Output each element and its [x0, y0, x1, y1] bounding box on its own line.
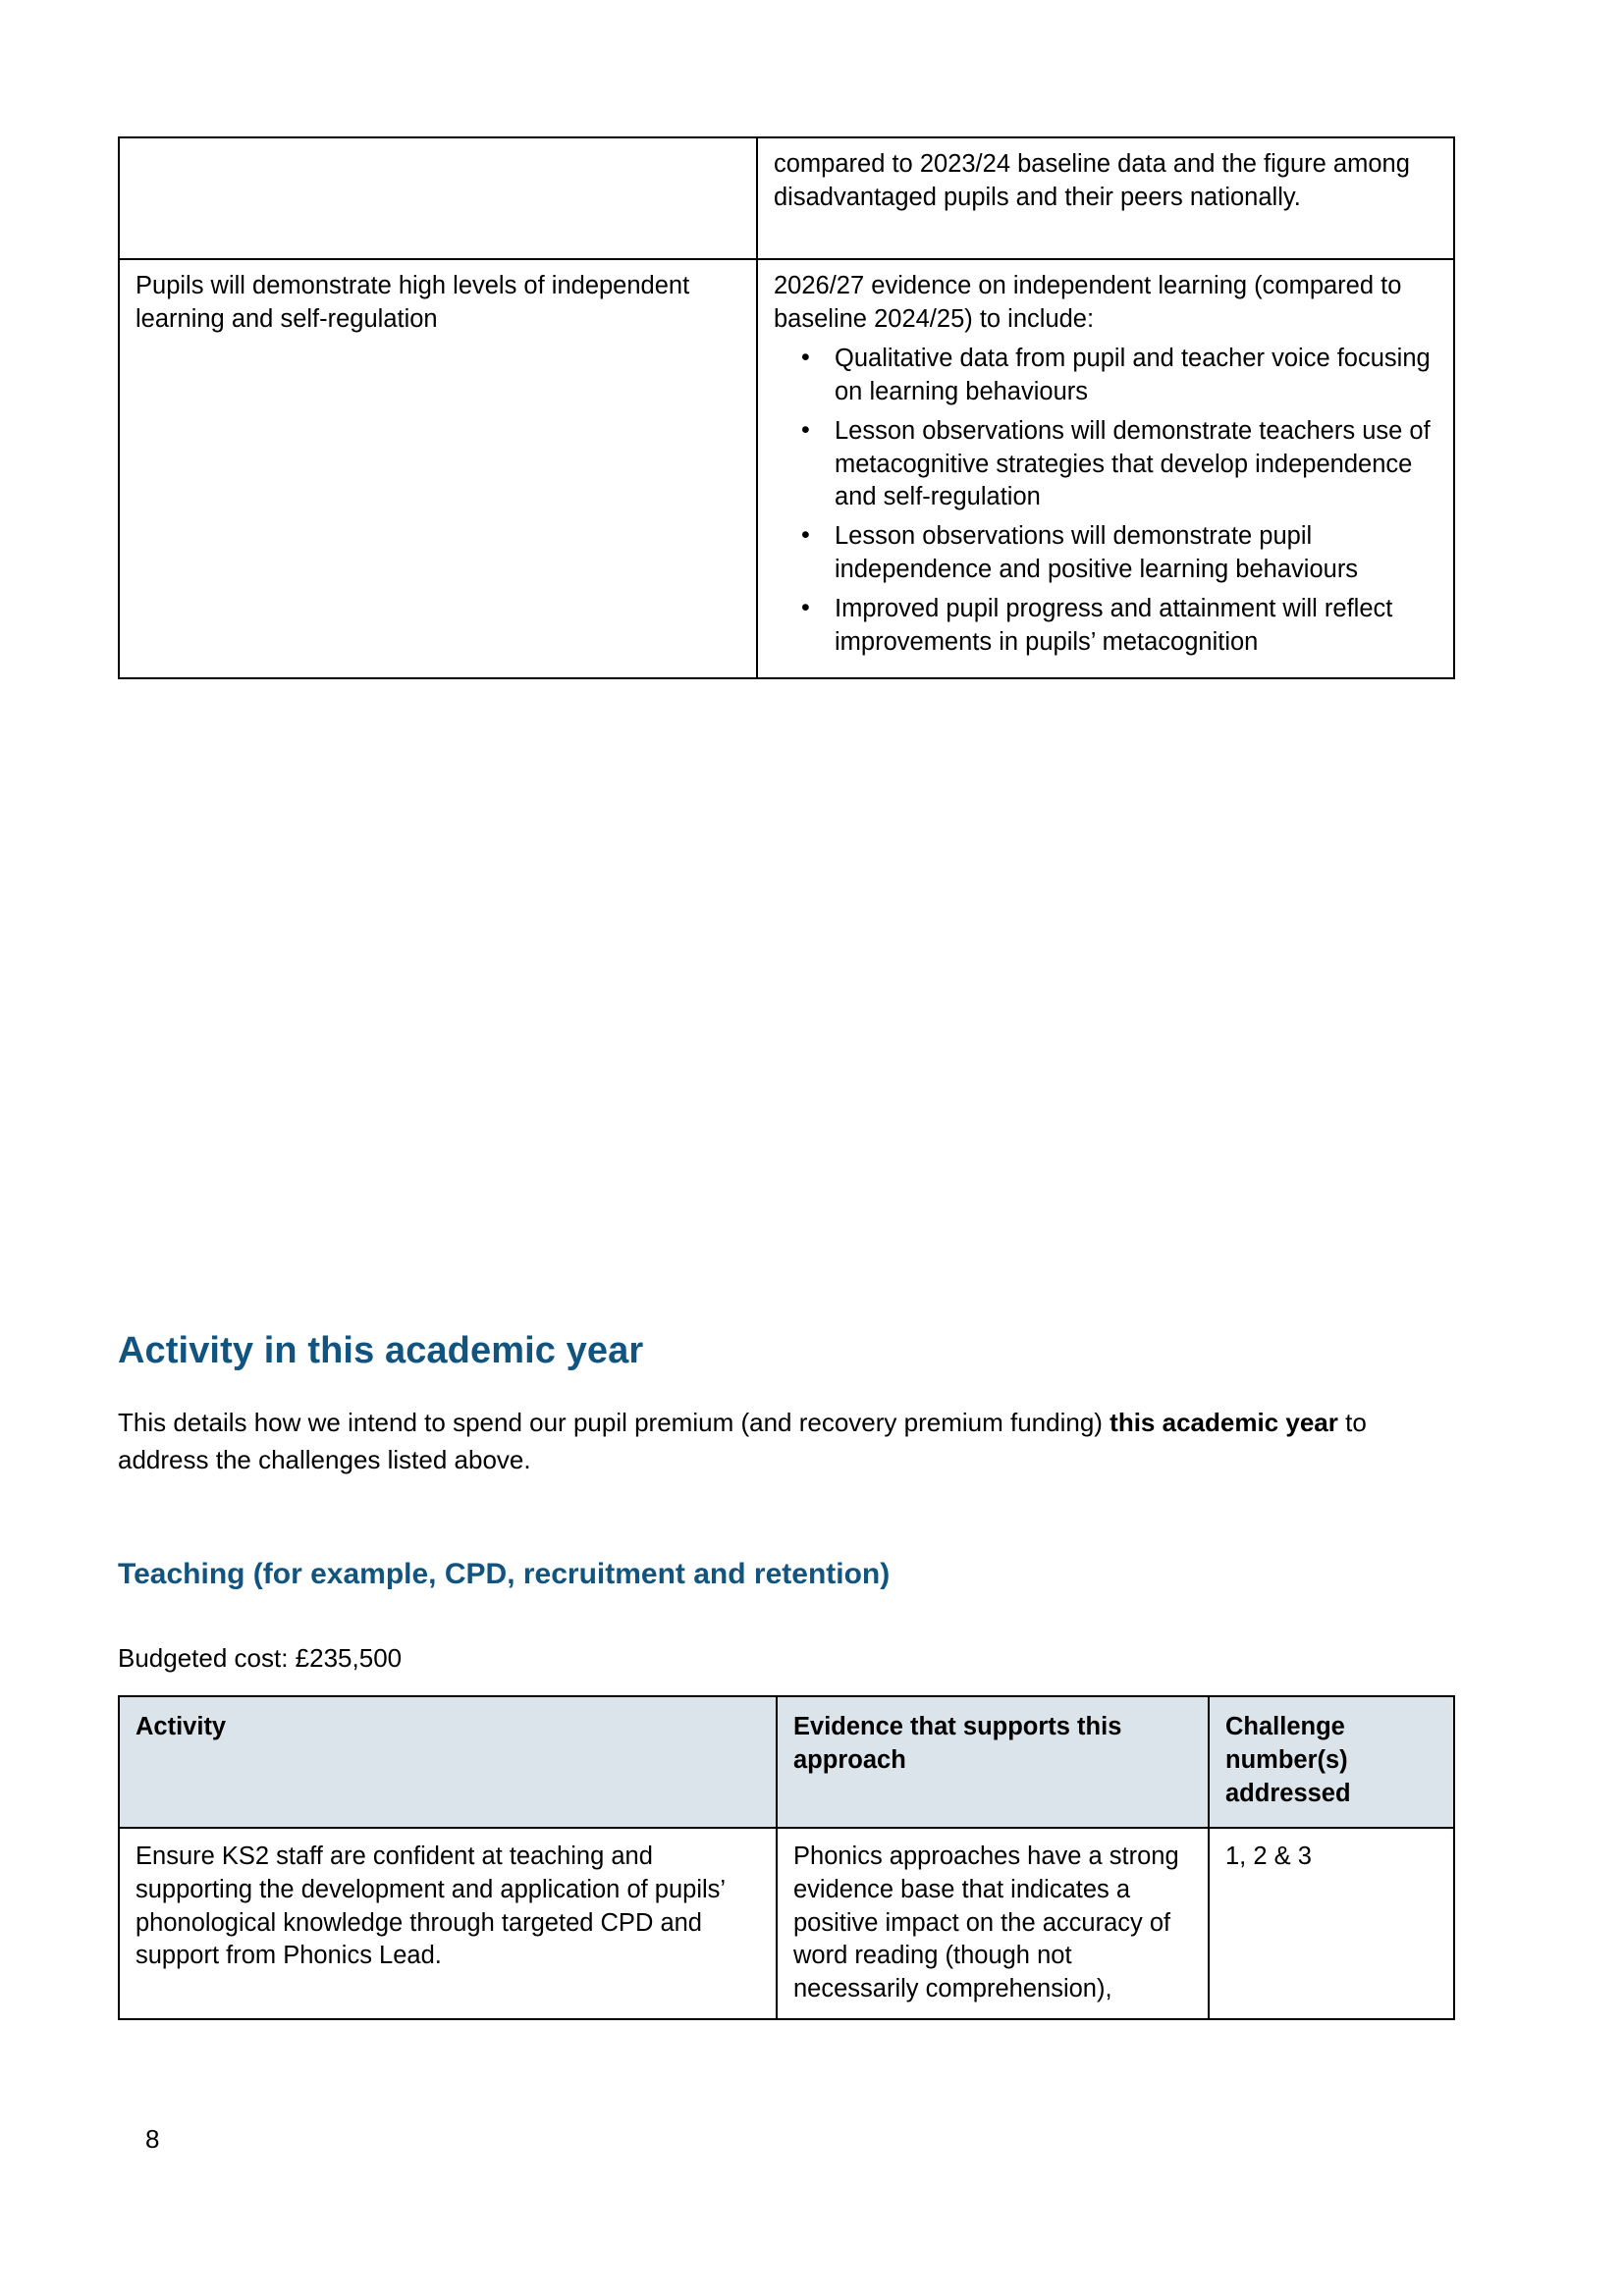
intro-text-part1: This details how we intend to spend our pupil premium (and recovery premium funding) [118, 1408, 1110, 1437]
section-heading-activity: Activity in this academic year [118, 1330, 644, 1372]
table-row [119, 259, 1454, 678]
list-item: • Improved pupil progress and attainment will reflect improvements in pupils’ metacognition [835, 593, 1439, 660]
outcome-cell-continued [119, 137, 757, 259]
evidence-cell: Phonics approaches have a strong evidence base that indicates a positive impact on the accuracy of word reading (though not necessarily comprehension), [777, 1828, 1209, 2020]
evidence-intro-text: 2026/27 evidence on independent learning (compared to baseline 2024/25) to include: [774, 272, 1402, 333]
intended-outcomes-table [118, 136, 1455, 679]
table-row [119, 137, 1454, 259]
column-header-challenge: Challenge number(s) addressed [1209, 1696, 1454, 1828]
activity-intro-paragraph [118, 1405, 1414, 1478]
intro-text-bold: this academic year [1110, 1408, 1338, 1437]
page-number: 8 [145, 2124, 160, 2154]
activity-cell: Ensure KS2 staff are confident at teaching and supporting the development and application of pupils’ phonological knowledge through targeted CPD and support from Phonics Lead. [119, 1828, 777, 2020]
evidence-cell-independent-learning [757, 259, 1454, 678]
budgeted-cost-line: Budgeted cost: £235,500 [118, 1643, 403, 1673]
list-item: • Lesson observations will demonstrate teachers use of metacognitive strategies that develop independence and self-regulation [835, 415, 1439, 515]
teaching-activity-table [118, 1695, 1455, 2020]
section-heading-teaching: Teaching (for example, CPD, recruitment and retention) [118, 1557, 891, 1590]
evidence-cell-continued: compared to 2023/24 baseline data and the figure among disadvantaged pupils and their peers nationally. [757, 137, 1454, 259]
table-row [119, 1828, 1454, 2020]
column-header-activity: Activity [119, 1696, 777, 1828]
evidence-bullet-list [774, 343, 1439, 660]
list-item: • Lesson observations will demonstrate pupil independence and positive learning behaviours [835, 520, 1439, 587]
challenge-numbers-cell: 1, 2 & 3 [1209, 1828, 1454, 2020]
list-item: • Qualitative data from pupil and teacher voice focusing on learning behaviours [835, 343, 1439, 409]
column-header-evidence: Evidence that supports this approach [777, 1696, 1209, 1828]
intro-text-part2: to address the challenges listed above. [118, 1408, 1367, 1474]
table-header-row [119, 1696, 1454, 1828]
outcome-cell-independent-learning: Pupils will demonstrate high levels of independent learning and self-regulation [119, 259, 757, 678]
